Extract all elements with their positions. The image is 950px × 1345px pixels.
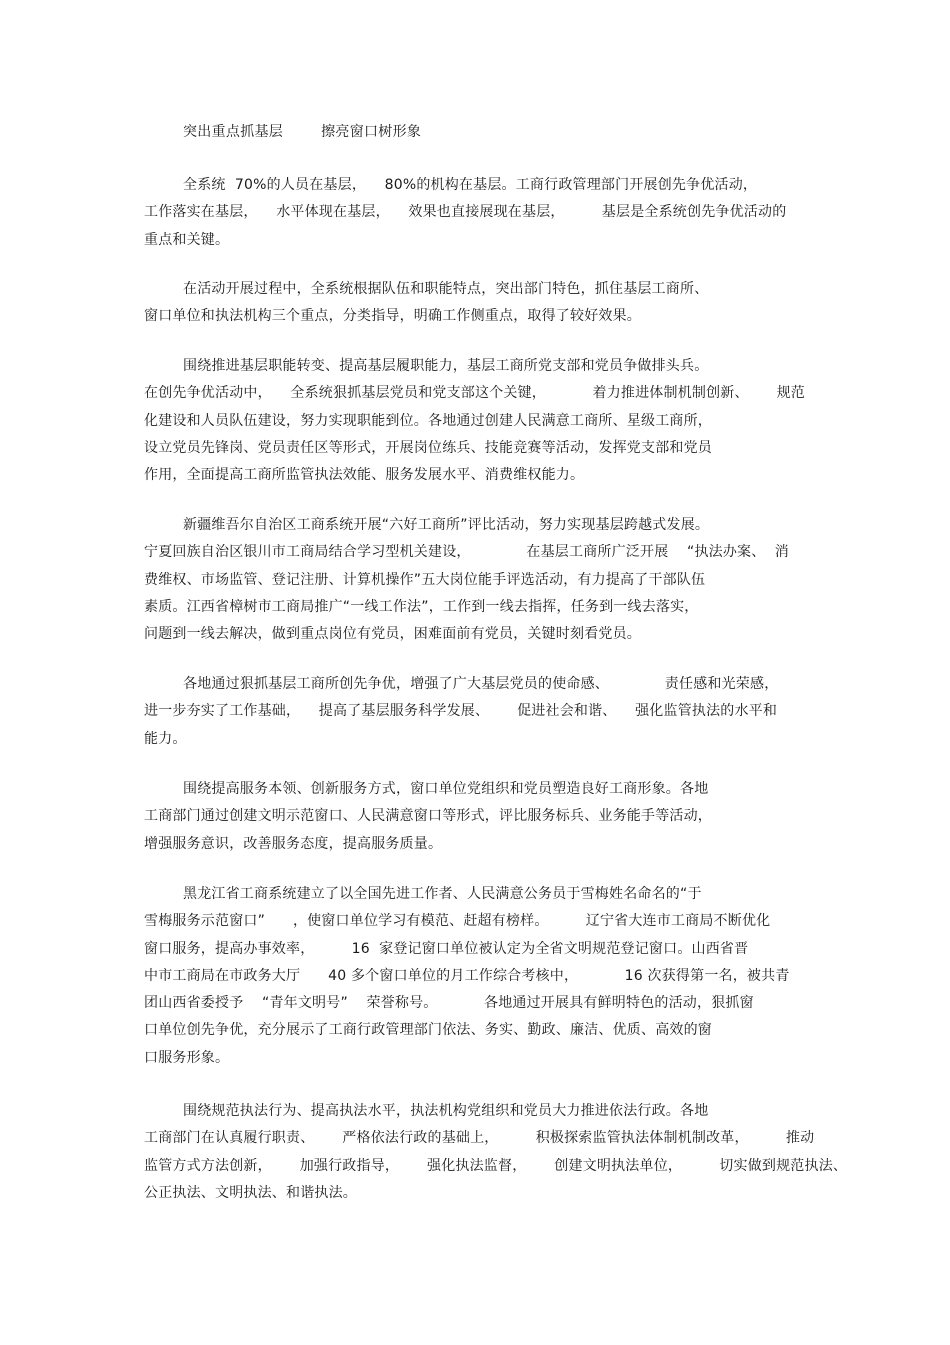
paragraph-6 [144, 776, 814, 858]
paragraph-line: 费维权、市场监管、登记注册、计算机操作”五大岗位能手评选活动，有力提高了干部队伍 [144, 571, 706, 588]
paragraph-line: 各地通过狠抓基层工商所创先争优，增强了广大基层党员的使命感、 责任感和光荣感， [183, 676, 779, 692]
paragraph-line: 在活动开展过程中，全系统根据队伍和职能特点，突出部门特色，抓住基层工商所、 [183, 281, 709, 297]
paragraph-line: 宁夏回族自治区银川市工商局结合学习型机关建设， 在基层工商所广泛开展 “执法办案、 消 [144, 544, 789, 561]
paragraph-line: 全系统 70%的人员在基层， 80%的机构在基层。工商行政管理部门开展创先争优活动， [183, 177, 758, 193]
paragraph-8 [144, 1098, 848, 1207]
paragraph-line: 工商部门通过创建文明示范窗口、人民满意窗口等形式，评比服务标兵、业务能手等活动， [144, 808, 712, 825]
paragraph-line: 围绕推进基层职能转变、提高基层履职能力，基层工商所党支部和党员争做排头兵。 [183, 358, 709, 374]
paragraph-line: 设立党员先锋岗、党员责任区等形式，开展岗位练兵、技能竞赛等活动，发挥党支部和党员 [144, 439, 712, 456]
paragraph-line: 问题到一线去解决，做到重点岗位有党员，困难面前有党员，关键时刻看党员。 [144, 626, 641, 643]
paragraph-line: 工作落实在基层， 水平体现在基层， 效果也直接展现在基层， 基层是全系统创先争优活动的 [144, 204, 787, 221]
paragraph-line: 在创先争优活动中， 全系统狠抓基层党员和党支部这个关键， 着力推进体制机制创新、 规范 [144, 385, 806, 402]
paragraph-line: 作用，全面提高工商所监管执法效能、服务发展水平、消费维权能力。 [144, 467, 585, 484]
paragraph-line: 围绕规范执法行为、提高执法水平，执法机构党组织和党员大力推进依法行政。各地 [183, 1103, 709, 1119]
paragraph-line: 雪梅服务示范窗口” ，使窗口单位学习有模范、赶超有榜样。 辽宁省大连市工商局不断优化 [144, 913, 771, 930]
paragraph-line: 围绕提高服务本领、创新服务方式，窗口单位党组织和党员塑造良好工商形象。各地 [183, 781, 709, 797]
paragraph-line: 口单位创先争优，充分展示了工商行政管理部门依法、务实、勤政、廉洁、优质、高效的窗 [144, 1022, 712, 1039]
paragraph-line: 增强服务意识，改善服务态度，提高服务质量。 [144, 835, 443, 852]
paragraph-line: 新疆维吾尔自治区工商系统开展“六好工商所”评比活动，努力实现基层跨越式发展。 [183, 517, 710, 533]
paragraph-4 [144, 512, 814, 648]
paragraph-line: 团山西省委授予 “青年文明号” 荣誉称号。 各地通过开展具有鲜明特色的活动，狠抓窗 [144, 995, 754, 1012]
paragraph-2 [144, 276, 814, 331]
paragraph-line: 能力。 [144, 730, 187, 747]
paragraph-line: 窗口单位和执法机构三个重点，分类指导，明确工作侧重点，取得了较好效果。 [144, 308, 641, 325]
paragraph-line: 进一步夯实了工作基础， 提高了基层服务科学发展、 促进社会和谐、 强化监管执法的水平和 [144, 703, 778, 720]
document-title: 突出重点抓基层 擦亮窗口树形象 [183, 124, 422, 140]
paragraph-line: 口服务形象。 [144, 1049, 230, 1066]
paragraph-5 [144, 671, 814, 753]
paragraph-line: 重点和关键。 [144, 231, 230, 248]
paragraph-line: 中市工商局在市政务大厅 40 多个窗口单位的月工作综合考核中， 16 次获得第一名，被共青 [144, 967, 790, 984]
paragraph-1 [144, 172, 814, 254]
paragraph-line: 监管方式方法创新， 加强行政指导， 强化执法监督， 创建文明执法单位， 切实做到规范执法、 [144, 1157, 848, 1174]
paragraph-7 [144, 881, 814, 1072]
paragraph-line: 化建设和人员队伍建设，努力实现职能到位。各地通过创建人民满意工商所、星级工商所， [144, 412, 712, 429]
paragraph-line: 公正执法、文明执法、和谐执法。 [144, 1184, 357, 1201]
paragraph-line: 窗口服务，提高办事效率， 16 家登记窗口单位被认定为全省文明规范登记窗口。山西省晋 [144, 940, 749, 957]
paragraph-3 [144, 353, 814, 489]
paragraph-line: 工商部门在认真履行职责、 严格依法行政的基础上， 积极探索监管执法体制机制改革， 推动 [144, 1130, 815, 1147]
paragraph-line: 黑龙江省工商系统建立了以全国先进工作者、人民满意公务员于雪梅姓名命名的“于 [183, 886, 702, 902]
paragraph-line: 素质。江西省樟树市工商局推广“一线工作法”，工作到一线去指挥，任务到一线去落实， [144, 598, 699, 615]
